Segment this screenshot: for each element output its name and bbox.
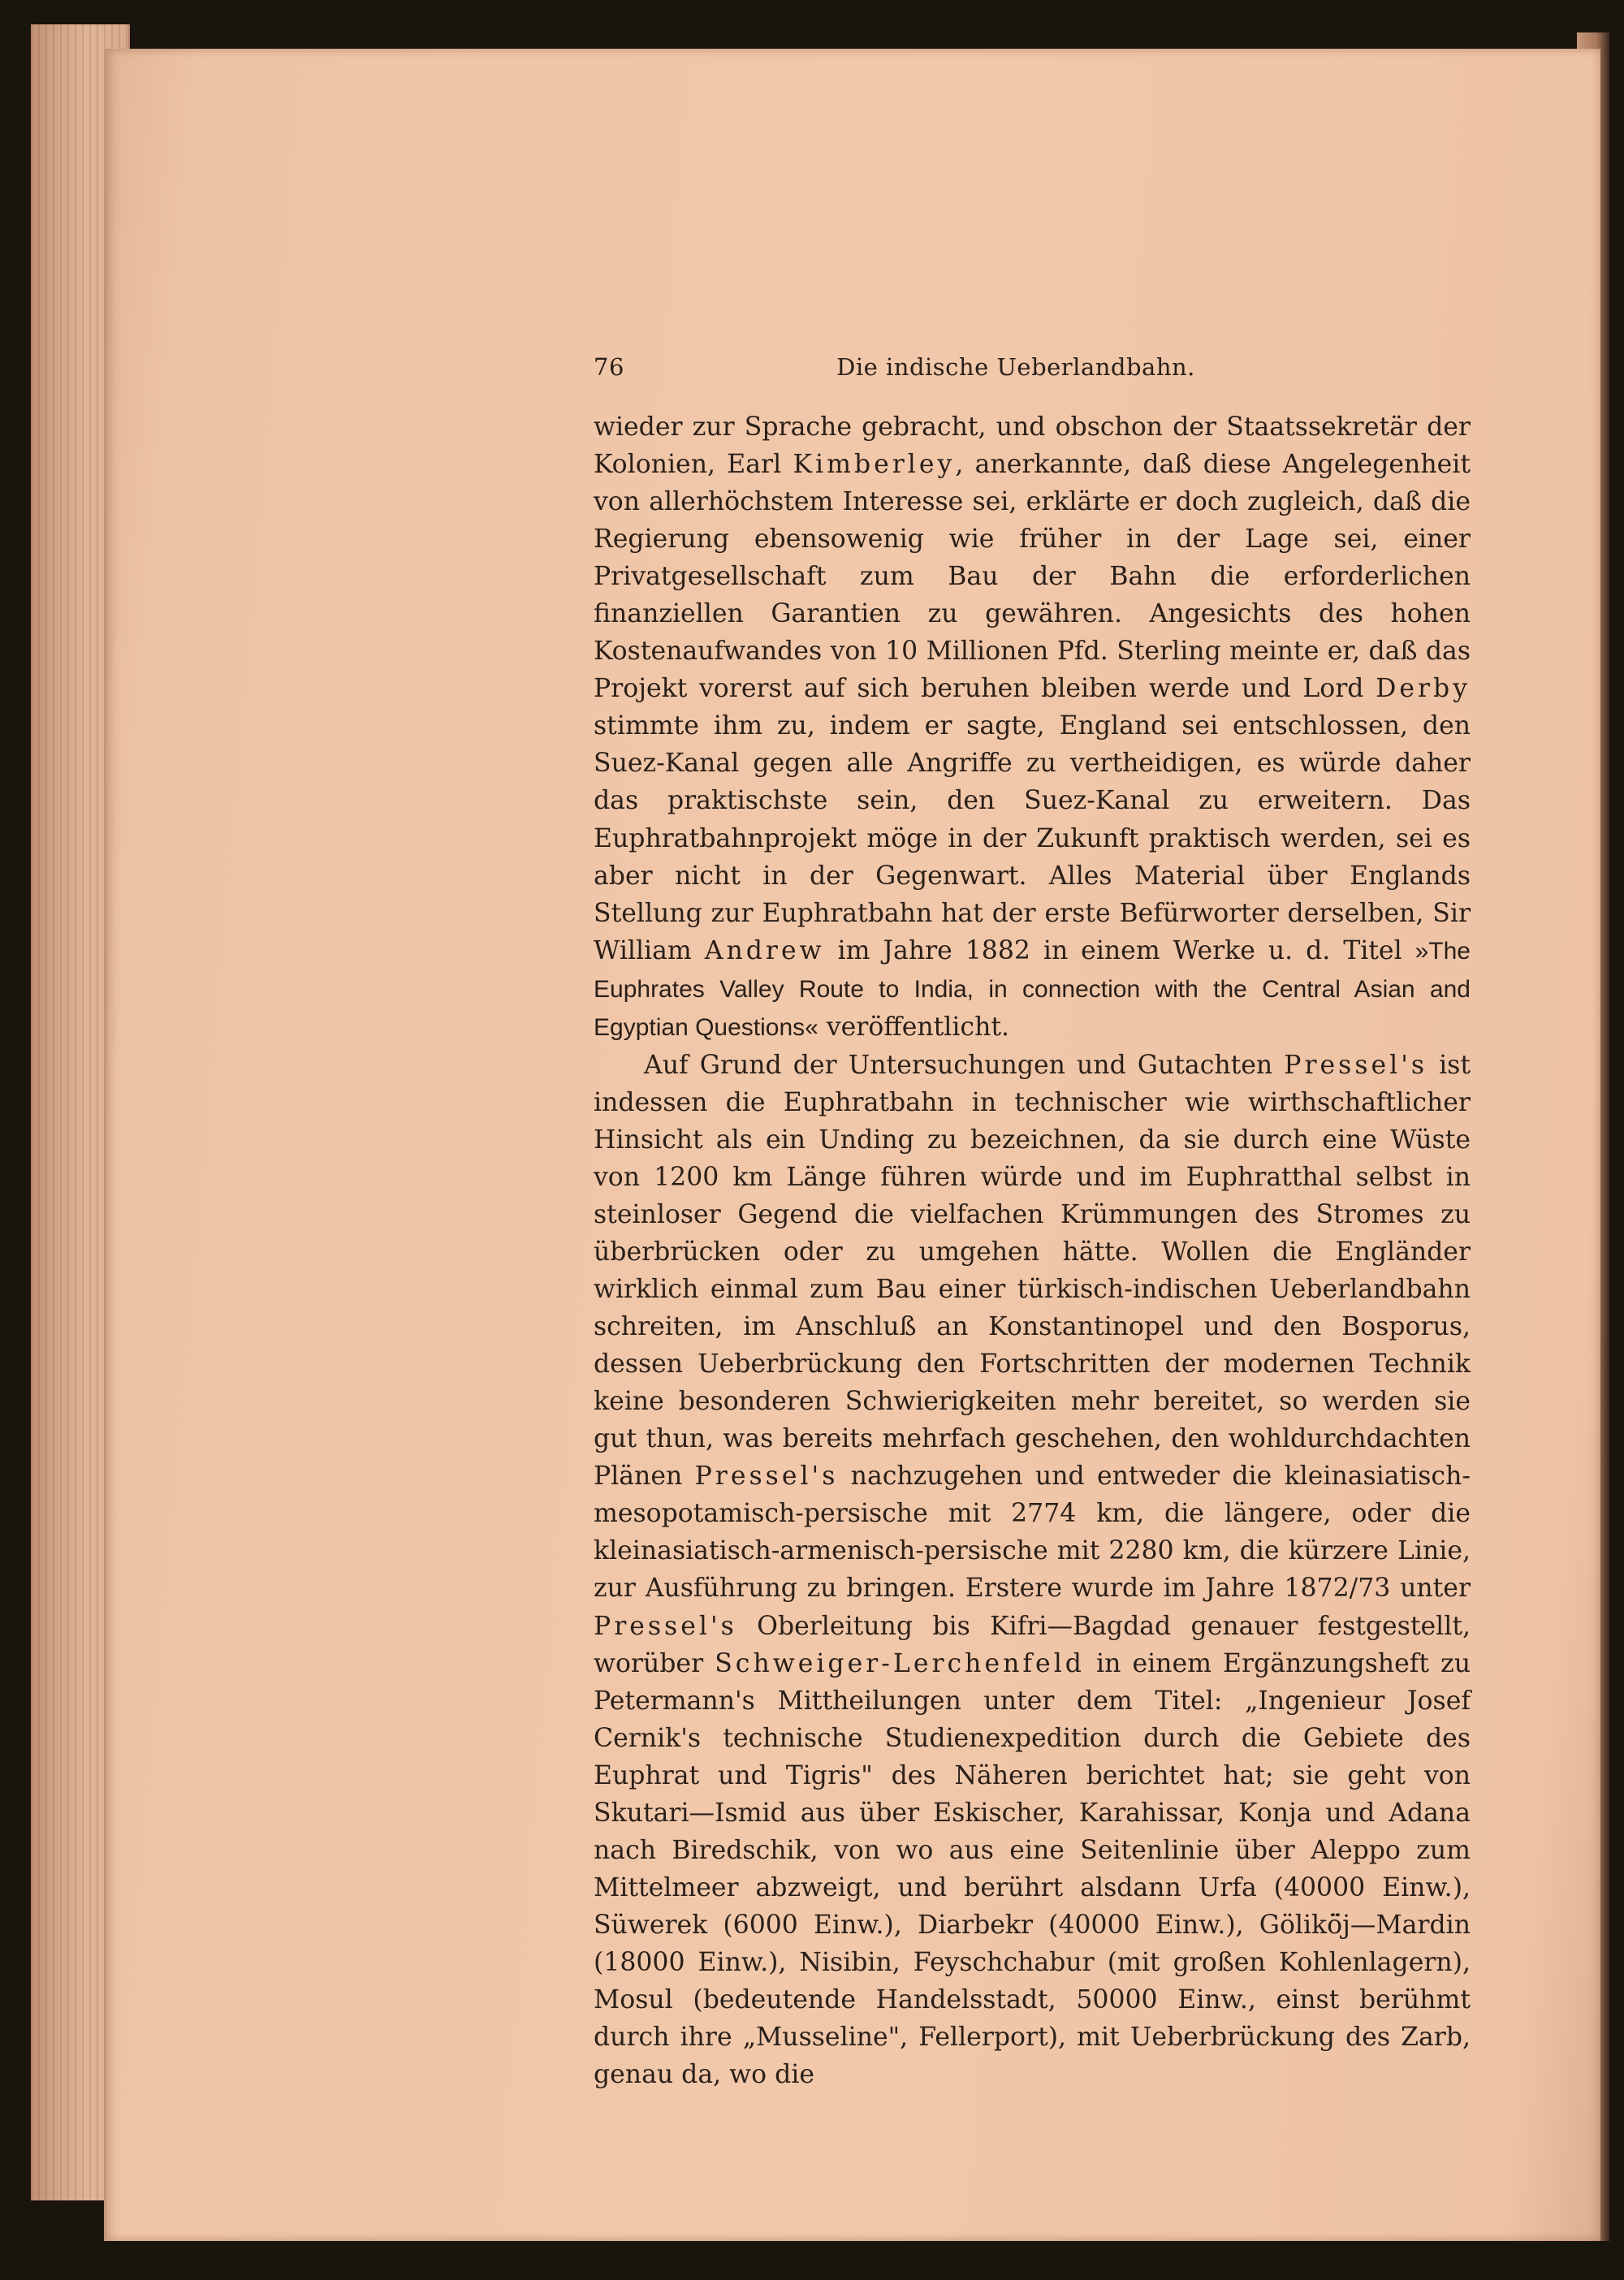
book-page — [104, 49, 1600, 2241]
person-name: Pressel's — [694, 1462, 839, 1492]
text-segment: im Jahre 1882 in einem Werke u. d. Titel — [824, 935, 1415, 965]
text-segment: ist indessen die Euphratbahn in technischer wie wirthschaftlicher Hinsicht als ein Unding zu bezeichnen, da sie durch eine Wüste von 1200 km Länge führen würde und im Euphratthal selbst in steinloser Gegend die vielfachen Krümmungen des Stromes zu überbrücken oder zu umgehen hätte. Wollen die Engländer wirklich einmal zum Bau einer türkisch-indischen Ueberlandbahn schreiten, im Anschluß an Konstantinopel und den Bosporus, dessen Ueberbrückung den Fortschritten der modernen Technik keine besonderen Schwierigkeiten mehr bereitet, so werden sie gut thun, was bereits mehrfach geschehen, den wohldurchdachten Plänen — [594, 1050, 1471, 1492]
text-segment: stimmte ihm zu, indem er sagte, England sei entschlossen, den Suez-Kanal gegen alle Angriffe zu vertheidigen, es würde daher das praktischste sein, den Suez-Kanal zu erweitern. Das Euphratbahnprojekt möge in der Zukunft praktisch werden, sei es aber nicht in der Gegenwart. Alles Material über Englands Stellung zur Euphratbahn hat der erste Befürworter derselben, Sir William — [594, 711, 1471, 965]
paragraph-1 — [594, 408, 1471, 1047]
text-segment: Auf Grund der Untersuchungen und Gutachten — [644, 1050, 1285, 1080]
book-title: »The Euphrates Valley Route to India, in connection with the Central Asian and Egyptian Questions« — [594, 937, 1471, 1041]
text-segment: wieder zur Sprache gebracht, und obschon der Staatssekretär der Kolonien, Earl — [594, 412, 1471, 480]
person-name: Kimberley — [793, 450, 956, 480]
text-segment: veröffentlicht. — [818, 1012, 1010, 1042]
person-name: Pressel's — [594, 1611, 737, 1641]
text-segment: nachzugehen und entweder die kleinasiatisch-mesopotamisch-persische mit 2774 km, die längere, oder die kleinasiatisch-armenisch-persische mit 2280 km, die kürzere Linie, zur Ausführung zu bringen. Erstere wurde im Jahre 1872/73 unter — [594, 1462, 1471, 1604]
person-name: Derby — [1376, 674, 1471, 704]
person-name: Schweiger-Lerchenfeld — [715, 1648, 1085, 1678]
person-name: Andrew — [704, 935, 825, 965]
person-name: Pressel's — [1284, 1050, 1428, 1080]
paragraph-2 — [594, 1047, 1471, 2093]
text-segment: in einem Ergänzungsheft zu Petermann's Mittheilungen unter dem Titel: „Ingenieur Josef Cernik's technische Studienexpedition durch die Gebiete des Euphrat und Tigris" des Näheren berichtet hat; sie geht von Skutari—Ismid aus über Eskischer, Karahissar, Konja und Adana nach Biredschik, von wo aus eine Seitenlinie über Aleppo zum Mittelmeer abzweigt, und berührt alsdann Urfa (40000 Einw.), Süwerek (6000 Einw.), Diarbekr (40000 Einw.), Gölikö̈j—Mardin (18000 Einw.), Nisibin, Feyschchabur (mit großen Kohlenlagern), Mosul (bedeutende Handelsstadt, 50000 Einw., einst berühmt durch ihre „Musseline", Fellerport), mit Ueberbrückung des Zarb, genau da, wo die — [594, 1648, 1471, 2090]
text-block — [594, 353, 1471, 2093]
page-header — [594, 353, 1471, 394]
page-number: 76 — [594, 353, 624, 381]
text-segment: Oberleitung bis Kifri—Bagdad genauer festgestellt, worüber — [594, 1611, 1471, 1678]
text-segment: , anerkannte, daß diese Angelegenheit von allerhöchstem Interesse sei, erklärte er doch zugleich, daß die Regierung ebensowenig wie früher in der Lage sei, einer Privatgesellschaft zum Bau der Bahn die erforderlichen finanziellen Garantien zu gewähren. Angesichts des hohen Kostenaufwandes von 10 Millionen Pfd. Sterling meinte er, daß das Projekt vorerst auf sich beruhen bleiben werde und Lord — [594, 450, 1471, 704]
running-title: Die indische Ueberlandbahn. — [836, 353, 1195, 381]
